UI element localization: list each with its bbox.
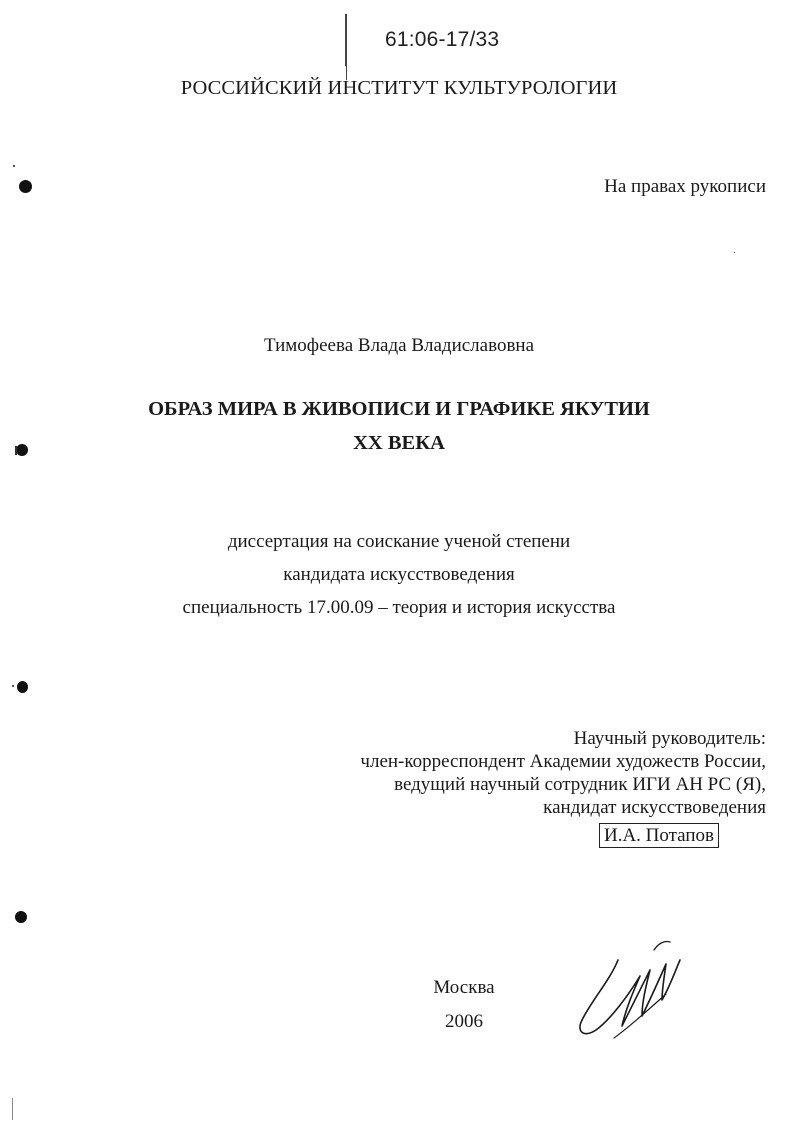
punch-hole-2 [16,444,28,456]
scan-speck [734,252,735,253]
advisor-title-line3: кандидат искусствоведения [543,797,766,818]
city: Москва [433,977,495,998]
archive-stamp: 61:06-17/33 [385,28,500,51]
signature-image [570,930,690,1045]
dissertation-title-line2: XX ВЕКА [353,432,445,454]
advisor-title-line1: член-корреспондент Академии художеств России, [360,751,766,772]
advisor-name: И.А. Потапов [599,823,719,848]
dissertation-title-line1: ОБРАЗ МИРА В ЖИВОПИСИ И ГРАФИКЕ ЯКУТИИ [148,398,650,420]
year: 2006 [445,1011,483,1032]
stamp-line-top [345,14,347,66]
dissertation-type-line1: диссертация на соискание ученой степени [227,531,571,552]
punch-hole-3 [17,681,28,693]
scan-edge-mark [12,1098,13,1120]
scan-speck [12,685,14,687]
punch-hole-4 [15,911,27,923]
dissertation-specialty: специальность 17.00.09 – теория и история искусства [182,597,616,618]
scan-speck [13,165,15,167]
dissertation-type-line2: кандидата искусствоведения [283,564,515,585]
manuscript-note: На правах рукописи [604,176,766,197]
author-name: Тимофеева Влада Владиславовна [263,335,535,356]
advisor-label: Научный руководитель: [573,728,766,749]
punch-hole-1 [19,180,32,193]
institute-name: РОССИЙСКИЙ ИНСТИТУТ КУЛЬТУРОЛОГИИ [180,77,618,99]
punch-hole-2-mark [15,446,17,455]
advisor-title-line2: ведущий научный сотрудник ИГИ АН РС (Я), [394,774,766,795]
